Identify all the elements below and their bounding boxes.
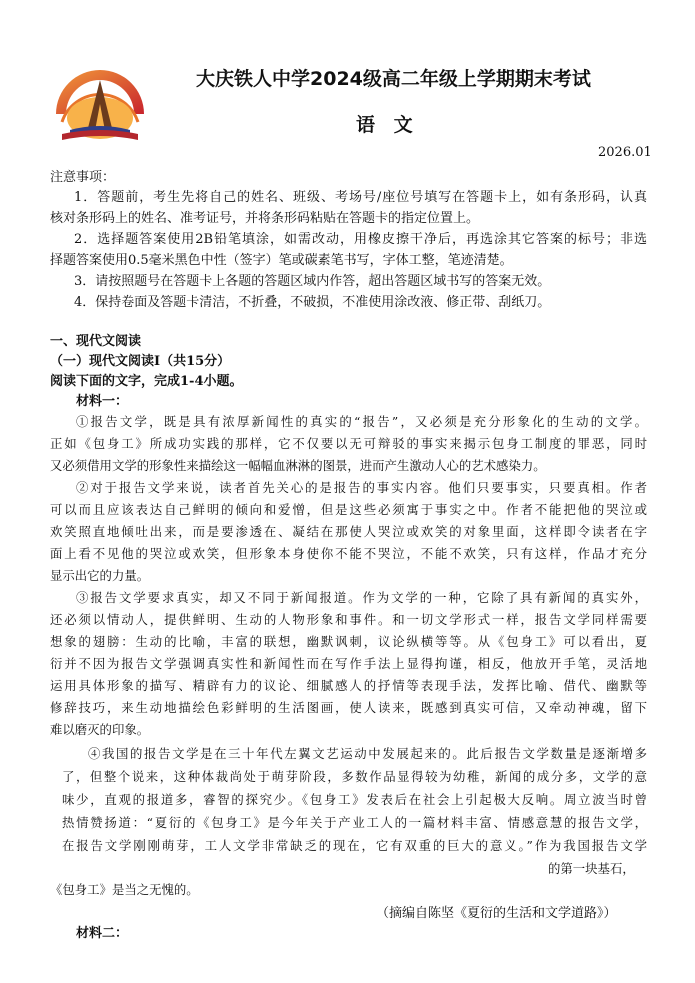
section-subtitle: （一）现代文阅读Ⅰ（共15分） [50,354,231,369]
passage-line: 正如《包身工》所成功实践的那样，它不仅要以无可辩驳的事实来揭示包身工制度的罪恶，同时 [50,436,647,451]
passage-line: 《包身工》是当之无愧的。 [50,882,199,897]
passage-line: 运用具体形象的描写、精辟有力的议论、细腻感人的抒情等表现手法，发挥比喻、借代、幽默等 [50,678,647,693]
passage-line: 味少，直观的报道多，睿智的探究少。《包身工》发表后在社会上引起极大反响。周立波当时曾 [62,792,647,807]
notice-line: 2．选择题答案使用2B铅笔填涂，如需改动，用橡皮擦干净后，再选涂其它答案的标号；非选 [74,232,647,247]
notice-line: 1．答题前，考生先将自己的姓名、班级、考场号/座位号填写在答题卡上，如有条形码，认真 [74,190,647,205]
passage-line: 面上看不见他的哭泣或欢笑，但形象本身使你不能不哭泣，不能不欢笑，只有这样，作品才充分 [50,546,647,561]
exam-title: 大庆铁人中学2024级高二年级上学期期末考试 [196,68,591,90]
passage-line: 显示出它的力量。 [50,568,150,583]
passage-line: 欢笑照直地倾吐出来，而是要渗透在、凝结在那使人哭泣或欢笑的对象里面，这样即令读者在字 [50,524,647,539]
passage-line: 可以而且应该表达自己鲜明的倾向和爱憎，但是这些必须寓于事实之中。作者不能把他的哭泣或 [50,502,647,517]
source-citation: （摘编自陈坚《夏衍的生活和文学道路》） [376,906,617,921]
material1-label: 材料一： [76,394,129,409]
passage-line: 还必须以情动人，提供鲜明、生动的人物形象和事件。和一切文学形式一样，报告文学同样需要 [50,612,647,627]
section-title: 一、现代文阅读 [50,334,142,349]
passage-line: 的第一块基石， [548,861,635,876]
notice-line: 核对条形码上的姓名、准考证号，并将条形码粘贴在答题卡的指定位置上。 [50,211,480,226]
passage-line: 想象的翅膀：生动的比喻，丰富的联想，幽默讽刺，议论纵横等等。从《包身工》可以看出，夏 [50,634,647,649]
passage-line: ②对于报告文学来说，读者首先关心的是报告的事实内容。他们只要事实，只要真相。作者 [76,480,647,495]
passage-line: ③报告文学要求真实，却又不同于新闻报道。作为文学的一种，它除了具有新闻的真实外， [76,590,647,605]
passage-line: 修辞技巧，来生动地描绘色彩鲜明的生活图画，使人读来，既感到真实可信，又牵动神魂，留下 [50,700,647,715]
passage-line: 又必须借用文学的形象性来描绘这一幅幅血淋淋的图景，进而产生激动人心的艺术感染力。 [50,458,546,473]
passage-line: 了，但整个说来，这种体裁尚处于萌芽阶段，多数作品显得较为幼稚，新闻的成分多，文学的意 [62,769,647,784]
notice-line: 择题答案使用0.5毫米黑色中性（签字）笔或碳素笔书写，字体工整，笔迹清楚。 [50,253,513,268]
passage-line: 衍并不因为报告文学强调真实性和新闻性而在写作手法上显得拘谨，相反，他放开手笔，灵活地 [50,656,647,671]
passage-line: ①报告文学，既是具有浓厚新闻性的真实的“报告”，又必须是充分形象化的生动的文学。 [76,414,647,429]
school-logo [48,64,152,148]
notice-line: 4．保持卷面及答题卡清洁，不折叠，不破损，不准使用涂改液、修正带、刮纸刀。 [74,295,551,310]
notice-heading: 注意事项： [50,170,116,185]
subject-title: 语 文 [356,114,419,136]
passage-line: ④我国的报告文学是在三十年代左翼文艺运动中发展起来的。此后报告文学数量是逐渐增多 [88,746,647,761]
notice-line: 3．请按照题号在答题卡上各题的答题区域内作答，超出答题区域书写的答案无效。 [74,274,551,289]
passage-line: 热情赞扬道：“夏衍的《包身工》是今年关于产业工人的一篇材料丰富、情感意慧的报告文学， [62,815,647,830]
passage-line: 难以磨灭的印象。 [50,722,150,737]
section-instruction: 阅读下面的文字，完成1-4小题。 [50,374,243,389]
exam-date: 2026.01 [598,145,652,160]
material2-label: 材料二： [76,926,129,941]
passage-line: 在报告文学刚刚萌芽，工人文学非常缺乏的现在，它有双重的巨大的意义。”作为我国报告文学 [62,838,647,853]
